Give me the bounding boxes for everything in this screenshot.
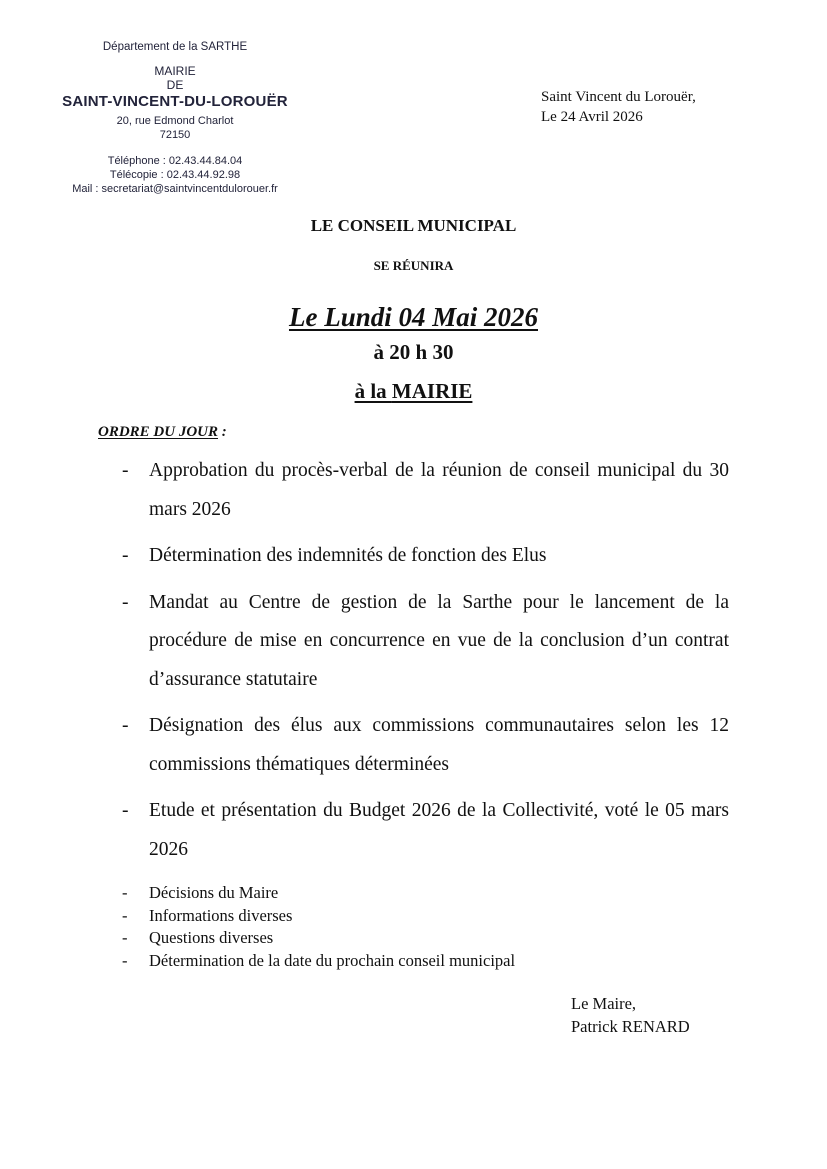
bullet-dash: -	[122, 905, 128, 925]
agenda-minor-item	[122, 882, 729, 905]
bullet-dash: -	[122, 800, 129, 821]
letter-date: Le 24 Avril 2026	[541, 109, 643, 125]
meeting-place-name: MAIRIE	[391, 379, 473, 403]
bullet-dash: -	[122, 460, 129, 481]
agenda-minor-item	[122, 905, 729, 928]
agenda-heading-colon: :	[218, 424, 227, 440]
signatory-role: Le Maire,	[571, 994, 637, 1013]
telephone: Téléphone : 02.43.44.84.04	[107, 155, 243, 167]
agenda-item-text: Etude et présentation du Budget 2026 de la Collectivité, voté le 05 mars 2026	[149, 800, 729, 860]
letterhead	[40, 40, 310, 196]
place-and-date	[541, 87, 696, 127]
telecopie: Télécopie : 02.43.44.92.98	[109, 169, 241, 181]
bullet-dash: -	[122, 928, 128, 947]
email-address: Mail : secretariat@saintvincentdulorouer.fr	[72, 183, 278, 195]
agenda-item-text: Désignation des élus aux commissions communautaires selon les 12 commissions thématiques déterminées	[149, 715, 729, 775]
meeting-time: à 20 h 30	[373, 340, 454, 364]
agenda-heading	[98, 424, 227, 441]
agenda-item	[122, 792, 729, 869]
bullet-dash: -	[122, 715, 129, 736]
agenda-minor-item-text: Détermination de la date du prochain conseil municipal	[149, 950, 516, 970]
agenda-main-list	[122, 452, 729, 877]
agenda-heading-text: ORDRE DU JOUR	[98, 424, 219, 440]
agenda-minor-list	[122, 882, 729, 972]
letter-place: Saint Vincent du Lorouër,	[541, 89, 696, 105]
meeting-place	[0, 379, 827, 404]
agenda-item-text: Approbation du procès-verbal de la réunion de conseil municipal du 30 mars 2026	[149, 460, 729, 520]
mairie-label: MAIRIE	[154, 64, 196, 78]
document-subtitle: SE RÉUNIRA	[373, 258, 454, 273]
document-title: LE CONSEIL MUNICIPAL	[310, 216, 517, 235]
bullet-dash: -	[122, 883, 128, 902]
agenda-item	[122, 707, 729, 784]
bullet-dash: -	[122, 545, 129, 566]
signature-block	[571, 992, 690, 1038]
meeting-date-text: Le Lundi 04 Mai 2026	[288, 302, 538, 332]
mairie-de-label: DE	[166, 78, 184, 92]
department-name: Département de la SARTHE	[102, 41, 248, 53]
bullet-dash: -	[122, 591, 129, 613]
agenda-item-text: Mandat au Centre de gestion de la Sarthe pour le lancement de la procédure de mise en concurrence en vue de la conclusion d’un contrat d’assurance statutaire	[149, 591, 729, 690]
signatory-name: Patrick RENARD	[571, 1017, 690, 1036]
agenda-minor-item-text: Questions diverses	[149, 928, 274, 947]
agenda-minor-item-text: Informations diverses	[149, 905, 293, 925]
bullet-dash: -	[122, 950, 128, 970]
commune-name: SAINT-VINCENT-DU-LOROUËR	[62, 93, 288, 110]
meeting-date	[0, 302, 827, 333]
agenda-minor-item	[122, 927, 729, 950]
agenda-minor-item-text: Décisions du Maire	[149, 883, 279, 902]
agenda-item-text: Détermination des indemnités de fonction des Elus	[149, 545, 547, 566]
agenda-item	[122, 584, 729, 700]
agenda-item	[122, 537, 729, 576]
street-address: 20, rue Edmond Charlot	[116, 115, 234, 127]
agenda-item	[122, 452, 729, 529]
meeting-place-prefix: à la	[354, 379, 392, 403]
agenda-minor-item	[122, 950, 729, 973]
postal-code: 72150	[159, 129, 191, 141]
